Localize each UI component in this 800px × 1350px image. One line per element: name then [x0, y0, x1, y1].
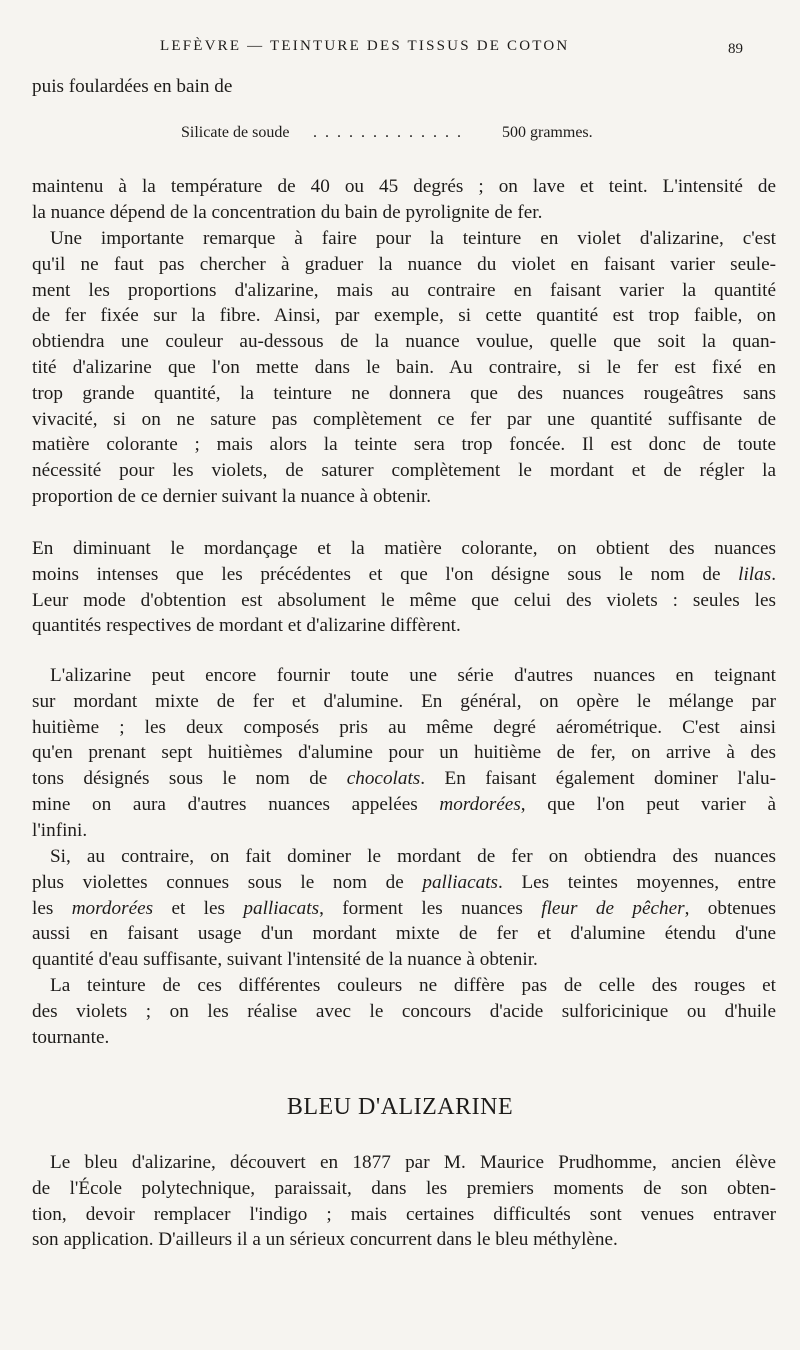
- text-line: L'alizarine peut encore fournir toute une série d'autres nuances en teignant: [50, 665, 776, 686]
- paragraph-6: [32, 973, 776, 1050]
- intro-line: [32, 74, 776, 100]
- text-line: proportion de ce dernier suivant la nuance à obtenir.: [32, 485, 432, 507]
- text-line: quantité d'eau suffisante, suivant l'intensité de la nuance à obtenir.: [32, 949, 538, 971]
- text-line: Une importante remarque à faire pour la teinture en violet d'alizarine, c'est: [50, 228, 776, 249]
- paragraph-3: [32, 536, 776, 639]
- text-line: Leur mode d'obtention est absolument le même que celui des violets : seules les: [32, 589, 776, 611]
- text-line: qu'il ne faut pas chercher à graduer la nuance du violet en faisant varier seule-: [32, 253, 776, 275]
- text-line: trop grande quantité, la teinture ne donnera que des nuances rougeâtres sans: [32, 382, 776, 404]
- text-line: Le bleu d'alizarine, découvert en 1877 par M. Maurice Prudhomme, ancien élève: [50, 1152, 776, 1173]
- paragraph-1: [32, 174, 776, 226]
- text-line: sur mordant mixte de fer et d'alumine. En général, on opère le mélange par: [32, 690, 776, 712]
- paragraph-5: [32, 844, 776, 973]
- text-line: La teinture de ces différentes couleurs ne diffère pas de celle des rouges et: [50, 975, 776, 996]
- text-line: plus violettes connues sous le nom de palliacats. Les teintes moyennes, entre: [32, 871, 777, 893]
- formula-leader-dots: . . . . . . . . . . . . .: [313, 124, 463, 141]
- text-line: qu'en prenant sept huitièmes d'alumine pour un huitième de fer, on arrive à des: [32, 742, 776, 764]
- paragraph-2: [32, 226, 776, 510]
- page-number: 89: [728, 41, 743, 57]
- text-line: l'infini.: [32, 819, 88, 841]
- text-line: tournante.: [32, 1026, 110, 1048]
- text-line: de l'École polytechnique, paraissait, dans les premiers moments de son obten-: [32, 1177, 776, 1199]
- paragraph-4: [32, 663, 776, 844]
- text-line: mine on aura d'autres nuances appelées mordorées, que l'on peut varier à: [32, 793, 776, 815]
- text-line: En diminuant le mordançage et la matière colorante, on obtient des nuances: [32, 538, 776, 559]
- text-line: de fer fixée sur la fibre. Ainsi, par exemple, si cette quantité est trop faible, on: [32, 305, 776, 327]
- text-line: son application. D'ailleurs il a un sérieux concurrent dans le bleu méthylène.: [32, 1229, 618, 1251]
- text-line: ment les proportions d'alizarine, mais au contraire en faisant varier la quantité: [32, 279, 776, 301]
- text-line: nécessité pour les violets, de saturer complètement le mordant et de régler la: [32, 460, 776, 482]
- text-line: obtiendra une couleur au-dessous de la nuance voulue, quelle que soit la quan-: [32, 331, 776, 353]
- formula-name: Silicate de soude: [181, 124, 290, 141]
- text-line: huitième ; les deux composés pris au même degré aérométrique. C'est ainsi: [32, 716, 776, 738]
- text-line: la nuance dépend de la concentration du bain de pyrolignite de fer.: [32, 201, 543, 223]
- text-line: vivacité, si on ne sature pas complètement ce fer par une quantité suffisante de: [32, 408, 776, 430]
- section-heading: BLEU D'ALIZARINE: [286, 1094, 514, 1120]
- text-line: moins intenses que les précédentes et que l'on désigne sous le nom de lilas.: [32, 563, 776, 585]
- section-paragraph: [32, 1150, 776, 1253]
- text-line: aussi en faisant usage d'un mordant mixte de fer et d'alumine étendu d'une: [32, 923, 776, 945]
- text-line: matière colorante ; mais alors la teinte sera trop foncée. Il est donc de toute: [32, 434, 776, 456]
- text-line: Si, au contraire, on fait dominer le mordant de fer on obtiendra des nuances: [50, 846, 776, 867]
- text-line: les mordorées et les palliacats, forment les nuances fleur de pêcher, obtenues: [32, 897, 776, 919]
- running-title: LEFÈVRE — TEINTURE DES TISSUS DE COTON: [160, 38, 570, 54]
- formula-quantity: 500 grammes.: [502, 124, 593, 141]
- text-line: tion, devoir remplacer l'indigo ; mais certaines difficultés sont venues entraver: [32, 1203, 776, 1225]
- text-line: quantités respectives de mordant et d'alizarine diffèrent.: [32, 615, 461, 637]
- text-line: maintenu à la température de 40 ou 45 degrés ; on lave et teint. L'intensité de: [32, 176, 776, 197]
- text-line: des violets ; on les réalise avec le concours d'acide sulforicinique ou d'huile: [32, 1000, 776, 1022]
- running-header: [0, 38, 800, 62]
- text-line: tons désignés sous le nom de chocolats. En faisant également dominer l'alu-: [32, 768, 776, 790]
- text-line: tité d'alizarine que l'on mette dans le bain. Au contraire, si le fer est fixé en: [32, 356, 776, 378]
- text-line: puis foulardées en bain de: [32, 76, 233, 97]
